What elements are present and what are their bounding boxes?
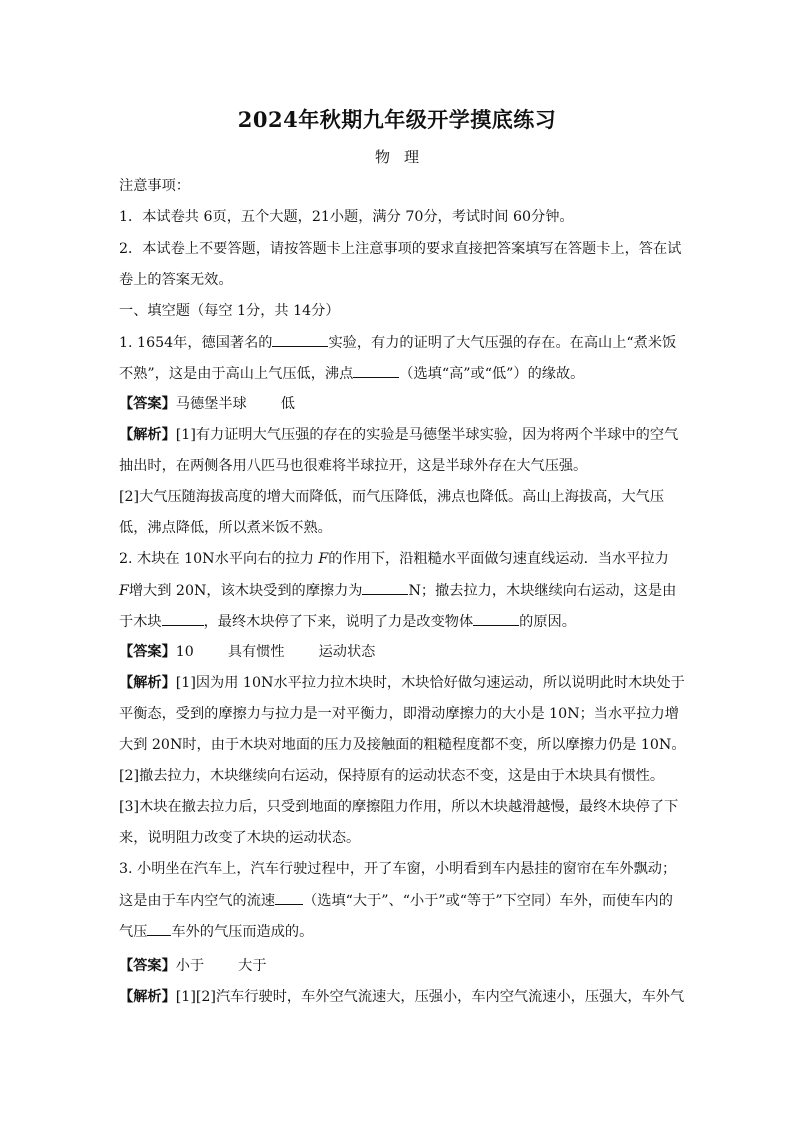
answer-blank — [362, 579, 408, 595]
answer-label: 【答案】 — [119, 396, 176, 412]
answer-value: 大于 — [238, 958, 267, 974]
notice-item-1: 1．本试卷共 6页，五个大题，21小题，满分 70分，考试时间 60分钟。 — [119, 209, 574, 225]
q1-analysis-line-2: 抽出时，在两侧各用八匹马也很难将半球拉开，这是半球外存在大气压强。 — [119, 458, 588, 474]
q3-text: （选填“大于”、“小于”或“等于”下空同）车外，而使车内的 — [303, 893, 673, 909]
question-2-line-1 — [119, 548, 679, 570]
notice-heading: 注意事项： — [119, 178, 190, 194]
q3-analysis-line-1 — [119, 986, 685, 1008]
q2-analysis-line-1 — [119, 672, 685, 694]
q1-analysis-line-1 — [119, 424, 679, 446]
analysis-label: 【解析】 — [119, 427, 176, 443]
q2-text: 2. 木块在 10N水平向右的拉力 — [119, 551, 319, 567]
q2-text: 增大到 20N，该木块受到的摩擦力为 — [128, 583, 363, 599]
question-1-line-2 — [119, 362, 679, 385]
analysis-text: [1]因为用 10N水平拉力拉木块时，木块恰好做匀速运动，所以说明此时木块处于 — [175, 675, 685, 691]
notice-item-2: 2．本试卷上不要答题，请按答题卡上注意事项的要求直接把答案填写在答题卡上，答在试 — [119, 241, 682, 257]
force-symbol: F — [119, 583, 129, 599]
answer-label: 【答案】 — [119, 958, 176, 974]
q1-text: 1. 1654年，德国著名的 — [119, 335, 273, 351]
q1-text: （选填“高”或“低”）的缘故。 — [399, 366, 585, 382]
answer-value: 具有惯性 — [227, 644, 285, 660]
q2-analysis-line-4: [2]撤去拉力，木块继续向右运动，保持原有的运动状态不变，这是由于木块具有惯性。 — [119, 768, 665, 784]
question-3-line-3 — [119, 920, 679, 943]
q3-text: 气压 — [119, 924, 148, 940]
q2-text: ，最终木块停了下来，说明了力是改变物体 — [203, 614, 474, 630]
q3-answer — [119, 955, 679, 977]
q3-text: 车外的气压而造成的。 — [171, 924, 314, 940]
q1-analysis-line-3: [2]大气压随海拔高度的增大而降低，而气压降低，沸点也降低。高山上海拔高，大气压 — [119, 489, 665, 505]
q2-text: N；撤去拉力，木块继续向右运动，这是由 — [408, 583, 677, 599]
question-2-line-2 — [119, 579, 679, 602]
answer-blank — [147, 920, 171, 936]
q2-analysis-line-3: 大到 20N时，由于木块对地面的压力及接触面的粗糙程度都不变，所以摩擦力仍是 10N。 — [119, 737, 686, 753]
q3-text: 这是由于车内空气的流速 — [119, 893, 276, 909]
force-symbol: F — [318, 551, 329, 567]
answer-blank — [162, 610, 204, 626]
answer-blank — [473, 610, 519, 626]
question-1-line-1 — [119, 331, 679, 354]
q2-analysis-line-2: 平衡态，受到的摩擦力与拉力是一对平衡力，即滑动摩擦力的大小是 10N；当水平拉力增 — [119, 706, 679, 722]
q1-text: 实验，有力的证明了大气压强的存在。在高山上“煮米饭 — [328, 335, 677, 351]
analysis-text: [1]有力证明大气压强的存在的实验是马德堡半球实验，因为将两个半球中的空气 — [175, 427, 679, 443]
analysis-label: 【解析】 — [119, 675, 176, 691]
question-2-line-3 — [119, 610, 679, 633]
analysis-text: [1][2]汽车行驶时，车外空气流速大，压强小，车内空气流速小，压强大，车外气 — [175, 989, 685, 1005]
analysis-label: 【解析】 — [119, 989, 176, 1005]
section-heading: 一、填空题（每空 1分，共 14分） — [119, 303, 340, 319]
answer-value: 小于 — [175, 958, 205, 974]
q2-text: 于木块 — [119, 614, 162, 630]
q2-analysis-line-6: 来，说明阻力改变了木块的运动状态。 — [119, 830, 361, 846]
q2-answer — [119, 641, 679, 663]
answer-value: 马德堡半球 — [175, 396, 247, 412]
notice-item-2-cont: 卷上的答案无效。 — [119, 272, 233, 288]
q2-text: 的原因。 — [519, 614, 576, 630]
subject-heading: 物理 — [374, 148, 433, 166]
question-3-line-1: 3. 小明坐在汽车上，汽车行驶过程中，开了车窗，小明看到车内悬挂的窗帘在车外飘动； — [119, 861, 677, 877]
answer-value: 运动状态 — [318, 644, 376, 660]
page-title: 2024年秋期九年级开学摸底练习 — [237, 107, 557, 132]
question-3-line-2 — [119, 889, 679, 912]
q1-answer — [119, 393, 679, 415]
answer-value: 10 — [175, 644, 194, 660]
q1-analysis-line-4: 低，沸点降低，所以煮米饭不熟。 — [119, 520, 332, 536]
q2-analysis-line-5: [3]木块在撤去拉力后，只受到地面的摩擦阻力作用，所以木块越滑越慢，最终木块停了下 — [119, 799, 679, 815]
answer-value: 低 — [280, 396, 295, 412]
q1-text: 不熟”，这是由于高山上气压低，沸点 — [119, 366, 354, 382]
answer-blank — [272, 331, 328, 347]
answer-label: 【答案】 — [119, 644, 176, 660]
answer-blank — [353, 362, 399, 378]
q2-text: 的作用下，沿粗糙水平面做匀速直线运动．当水平拉力 — [328, 551, 669, 567]
answer-blank — [275, 889, 303, 905]
